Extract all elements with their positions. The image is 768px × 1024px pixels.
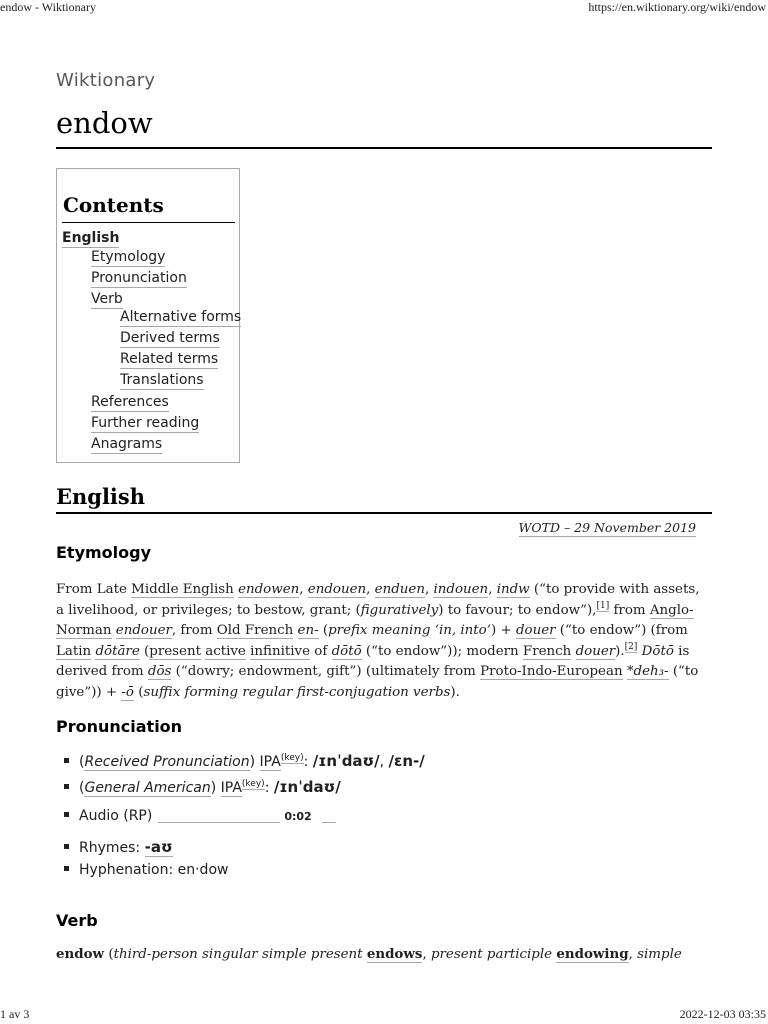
section-heading-english: English [56,484,146,509]
ipa-rp: /ɪnˈdaʊ/ [312,752,380,770]
text: a livelihood, or privileges; to bestow, grant; ( [56,602,361,618]
link-rhymes[interactable]: -aʊ [144,838,173,856]
link-infinitive[interactable]: infinitive [250,643,311,659]
toc-item-alternative-forms[interactable]: Alternative forms [120,309,242,325]
suffix-meaning: suffix forming regular first-conjugation verbs [143,684,451,700]
hyphenation: Hyphenation: en‧dow [79,862,229,878]
toc-title: Contents [63,193,164,217]
toc-item-related-terms[interactable]: Related terms [120,351,219,367]
print-header [0,0,768,18]
page-number: 1 av 3 [0,1007,30,1021]
link-ipa-key-2[interactable]: (key) [241,779,265,790]
section-divider [56,512,712,514]
ref-2-link[interactable]: [2] [624,642,638,653]
verb-headword-line: endow (third-person singular simple present endows, present participle endowing, simple [56,946,682,962]
toc-divider [62,222,235,223]
toc-item-english[interactable]: English [62,230,120,246]
headword: endow [56,946,105,962]
list-item [64,808,336,824]
text: , from [171,623,217,638]
link-pie[interactable]: Proto-Indo-European [480,664,623,679]
bullet-icon [64,758,69,763]
toc-item-anagrams[interactable]: Anagrams [91,436,163,452]
bullet-icon [64,844,69,849]
site-name[interactable]: Wiktionary [56,70,156,91]
form-label: simple [637,947,682,962]
link-douer-french[interactable]: douer [575,643,616,659]
toc-item-derived-terms[interactable]: Derived terms [120,330,220,346]
text: (“to endow”)); modern [361,643,523,659]
audio-label: Audio (RP) [79,808,153,824]
text: from [609,602,650,618]
label-figuratively: figuratively [360,602,439,618]
link-ipa[interactable]: IPA [259,754,281,770]
link-middle-english[interactable]: Middle English [131,582,234,597]
rhymes-label: Rhymes: [79,840,145,856]
ipa-ga: /ɪnˈdaʊ/ [273,778,341,796]
link-endowing[interactable]: endowing [556,946,629,962]
heading-pronunciation: Pronunciation [56,717,183,736]
link-indw[interactable]: indw [496,582,530,597]
audio-control[interactable] [322,810,336,823]
link-o-suffix[interactable]: -ō [121,684,134,700]
term-doto: Dōtō [641,643,674,659]
link-doto[interactable]: dōtō [331,643,362,659]
link-french[interactable]: French [522,643,572,659]
heading-verb: Verb [56,911,98,930]
link-en-prefix[interactable]: en- [297,623,319,638]
text: ). [450,684,460,700]
link-received-pronunciation[interactable]: Received Pronunciation [84,754,250,770]
text: derived from [56,664,148,679]
form-label: third-person singular simple present [113,947,363,962]
bullet-icon [64,812,69,817]
text: (“dowry; endowment, gift”) (ultimately from [171,664,481,679]
toc-item-etymology[interactable]: Etymology [91,249,166,265]
toc-item-verb[interactable]: Verb [91,291,123,307]
link-anglo-norman[interactable]: Anglo- [649,602,694,618]
ref-1-link[interactable]: [1] [596,601,610,612]
link-douer[interactable]: douer [515,623,556,638]
text: From Late [56,582,132,597]
toc-item-further-reading[interactable]: Further reading [91,415,200,431]
heading-etymology: Etymology [56,543,152,562]
print-header-title: endow - Wiktionary [0,0,96,14]
list-item: (General American) $IPA^{(key)}$: /ɪnˈdaʊ/ [64,778,341,796]
link-present[interactable]: present [149,643,201,659]
list-item: (Received Pronunciation) $IPA^{(key)}$: /ɪnˈdaʊ/, /ɛn-/ [64,752,425,770]
list-item [64,838,173,856]
prefix-meaning: prefix meaning ‘in, into’ [328,623,491,638]
link-deh3[interactable]: *deh₃- [626,664,669,679]
print-date: 2022-12-03 03:35 [679,1007,766,1021]
text: of [310,643,332,659]
link-enduen[interactable]: enduen [374,582,425,597]
text: (“to endow”) (from [555,623,688,638]
text: ) to favour; to endow”), [438,602,597,618]
link-dotare[interactable]: dōtāre [95,643,140,659]
audio-time: 0:02 [284,810,312,823]
audio-progress-bar[interactable] [158,810,280,823]
print-header-url: https://en.wiktionary.org/wiki/endow [588,0,766,14]
link-endows[interactable]: endows [366,946,423,962]
text: (“to provide with assets, [529,582,700,597]
table-of-contents [56,168,240,463]
page-title: endow [56,106,153,140]
bullet-icon [64,784,69,789]
list-item [64,862,228,878]
link-ipa-2[interactable]: IPA [220,780,242,796]
title-divider [56,147,712,149]
link-endouer[interactable]: endouer [115,623,172,638]
link-latin[interactable]: Latin [56,643,92,659]
ipa-rp-en: /ɛn-/ [388,752,425,770]
toc-item-translations[interactable]: Translations [120,372,204,388]
print-footer [0,1006,768,1024]
link-endouen[interactable]: endouen [307,582,367,597]
link-general-american[interactable]: General American [84,780,211,796]
text: give”)) + [56,684,122,700]
form-label: present participle [430,947,553,962]
link-old-french[interactable]: Old French [216,623,294,638]
link-ipa-key[interactable]: (key) [280,753,304,764]
bullet-icon [64,866,69,871]
link-anglo-norman-2[interactable]: Norman [56,623,112,638]
link-endowen[interactable]: endowen [238,582,300,597]
toc-item-references[interactable]: References [91,394,169,410]
text: (“to [668,664,699,679]
link-dos[interactable]: dōs [147,664,172,679]
etymology-text: From Late Middle English endowen, endouen, enduen, indouen, indw (“to provide with assets, a livelihood, or privileges; to bestow, grant; (figuratively) to favour; to endow”),[1] from Anglo- Norman endouer, from Old French en- (prefix meaning ‘in, into’) + douer (“to endow”) (from Latin dōtāre (present active infinitive of dōtō (“to endow”)); modern French douer).[2] Dōtō is derived from dōs (“dowry; endowment, gift”) (ultimately from Proto-Indo-European *deh₃- (“to give”)) + -ō (suffix forming regular first-conjugation verbs). [56,582,700,700]
text: is [673,643,690,659]
toc-item-pronunciation[interactable]: Pronunciation [91,270,187,286]
link-indouen[interactable]: indouen [433,582,489,597]
wotd-link[interactable]: WOTD – 29 November 2019 [518,520,696,535]
link-active[interactable]: active [205,643,246,659]
